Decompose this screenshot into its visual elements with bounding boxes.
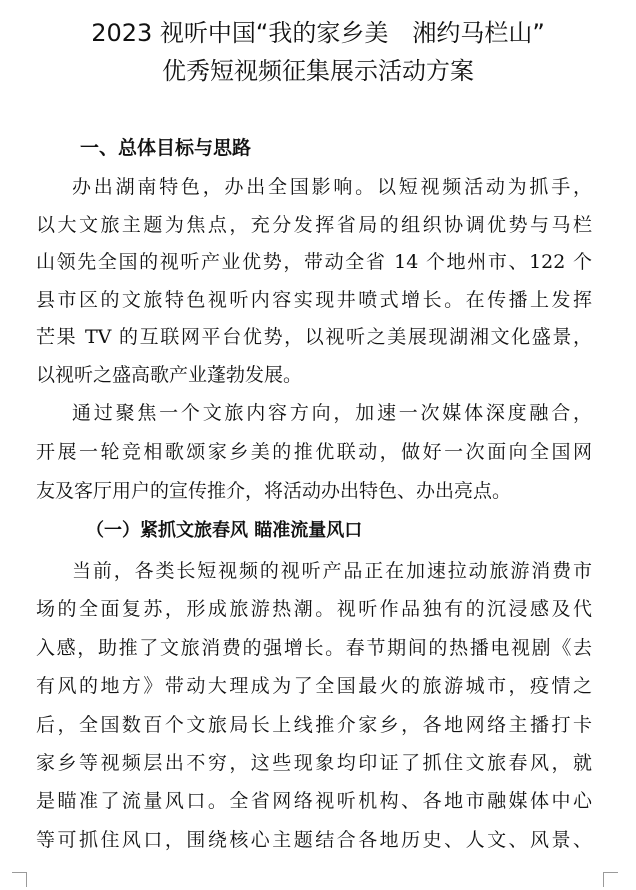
paragraph-1-line-3: 山领先全国的视听产业优势，带动全省 14 个地州市、122 个: [36, 251, 592, 273]
paragraph-1-line-1: 办出湖南特色，办出全国影响。以短视频活动为抓手，: [72, 176, 592, 198]
document-title-line-2: 优秀短视频征集展示活动方案: [162, 57, 474, 85]
document-title-line-1: 2023 视听中国“我的家乡美 湘约马栏山”: [91, 19, 545, 47]
page-corner-mark-right: [603, 872, 618, 887]
paragraph-3-line-8: 等可抓住风口，围绕核心主题结合各地历史、人文、风景、: [36, 829, 592, 851]
paragraph-3-line-4: 有风的地方》带动大理成为了全国最火的旅游城市，疫情之: [36, 675, 592, 697]
page-corner-mark-left: [12, 872, 27, 887]
paragraph-3-line-6: 家乡等视频层出不穷，这些现象均印证了抓住文旅春风，就: [36, 752, 592, 774]
paragraph-3-line-3: 入感，助推了文旅消费的强增长。春节期间的热播电视剧《去: [36, 637, 592, 659]
paragraph-3-line-1: 当前，各类长短视频的视听产品正在加速拉动旅游消费市: [72, 560, 592, 582]
paragraph-2-line-2: 开展一轮竞相歌颂家乡美的推优联动，做好一次面向全国网: [36, 441, 592, 463]
paragraph-2-line-1: 通过聚焦一个文旅内容方向，加速一次媒体深度融合，: [72, 402, 592, 424]
paragraph-1-line-4: 县市区的文旅特色视听内容实现井喷式增长。在传播上发挥: [36, 289, 592, 311]
paragraph-1-line-5: 芒果 TV 的互联网平台优势，以视听之美展现湖湘文化盛景，: [36, 326, 592, 348]
paragraph-3-line-2: 场的全面复苏，形成旅游热潮。视听作品独有的沉浸感及代: [36, 598, 592, 620]
paragraph-1-line-2: 以大文旅主题为焦点，充分发挥省局的组织协调优势与马栏: [36, 214, 592, 236]
section-heading-overall-goals: 一、总体目标与思路: [80, 137, 252, 159]
paragraph-2-line-3: 友及客厅用户的宣传推介，将活动办出特色、办出亮点。: [36, 480, 512, 502]
subsection-heading-1: （一）紧抓文旅春风 瞄准流量风口: [86, 520, 363, 541]
paragraph-3-line-7: 是瞄准了流量风口。全省网络视听机构、各地市融媒体中心: [36, 790, 592, 812]
paragraph-3-line-5: 后，全国数百个文旅局长上线推介家乡，各地网络主播打卡: [36, 714, 592, 736]
paragraph-1-line-6: 以视听之盛高歌产业蓬勃发展。: [36, 364, 303, 386]
